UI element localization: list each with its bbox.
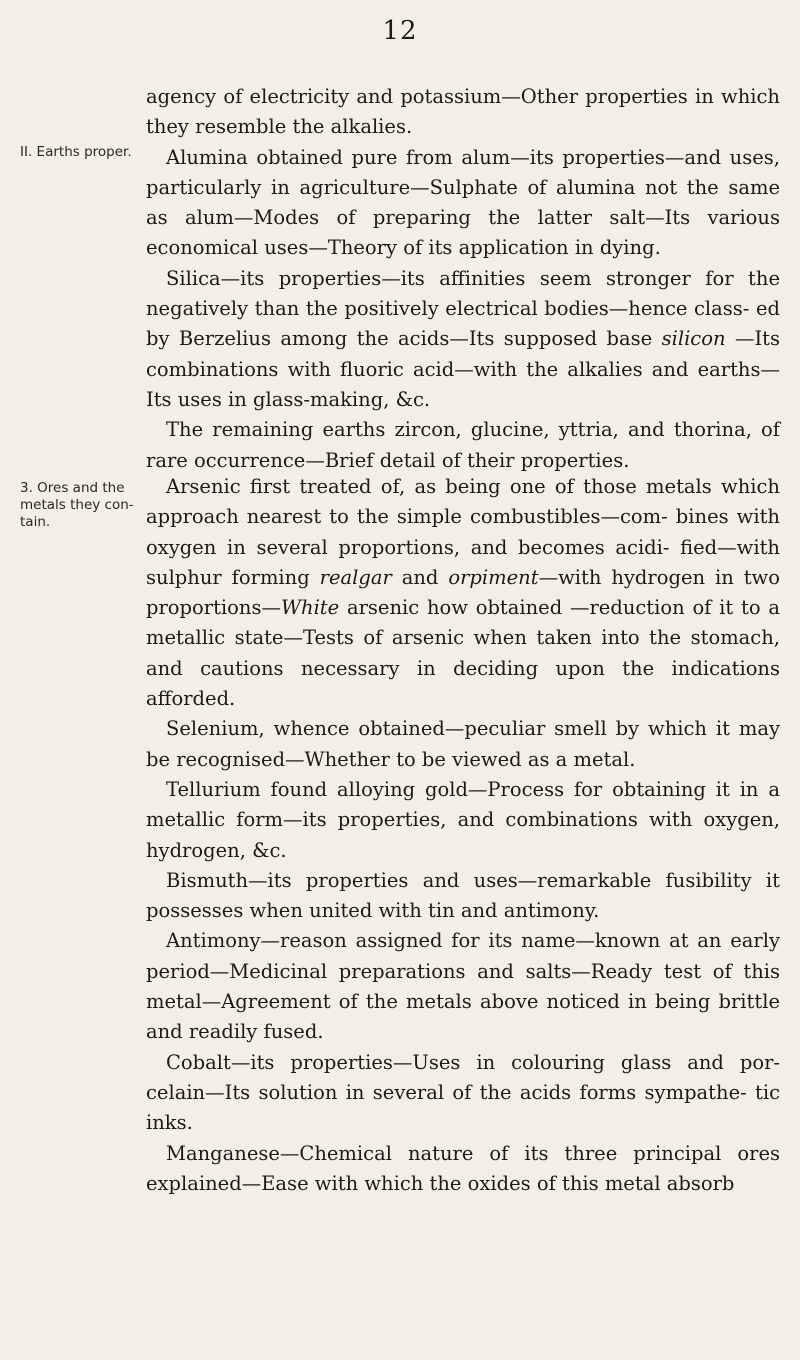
paragraph-silica [146, 264, 780, 415]
italic-term: silicon [661, 327, 726, 351]
paragraph-cobalt: Cobalt—its properties—Uses in colouring glass and por- celain—Its solution in several of the acids forms sympathe- tic inks. [146, 1050, 780, 1135]
paragraph-alumina: Alumina obtained pure from alum—its properties—and uses, particularly in agriculture—Sulphate of alumina not the same as alum—Modes of preparing the latter salt—Its various economical uses—Theory of its application in dying. [146, 145, 780, 260]
paragraph-selenium: Selenium, whence obtained—peculiar smell by which it may be recognised—Whether to be viewed as a metal. [146, 717, 780, 771]
section-metals [146, 472, 780, 1199]
paragraph-continuation: agency of electricity and potassium—Other properties in which they resemble the alkalies. [146, 85, 780, 139]
text: Silica—its properties—its affinities seem stronger for the negatively than the positively electrical bodies—hence class- ed by Berzelius among the acids—Its supposed base [146, 266, 780, 351]
text: —Its combinations with fluoric acid—with the alkalies and earths—Its uses in glass-making, &c. [146, 327, 780, 411]
italic-term: orpiment [448, 565, 539, 589]
margin-note-earths: II. Earths proper. [20, 144, 132, 160]
paragraph-bismuth: Bismuth—its properties and uses—remarkable fusibility it possesses when united with tin and antimony. [146, 868, 780, 923]
section-earths [146, 82, 780, 476]
text: and [391, 565, 449, 589]
italic-term: realgar [319, 565, 392, 589]
text: —with hydrogen in two proportions— [146, 565, 780, 620]
paragraph-manganese: Manganese—Chemical nature of its three principal ores explained—Ease with which the oxides of this metal absorb [146, 1141, 780, 1195]
page-number: 12 [382, 16, 418, 46]
text: arsenic how obtained —reduction of it to a metallic state—Tests of arsenic when taken into the stomach, and cautions necessary in deciding upon the indications afforded. [146, 596, 780, 711]
text: Arsenic first treated of, as being one of those metals which approach nearest to the simple combustibles—com- bines with oxygen in several proportions, and becomes acidi- fied—with sulphur forming [146, 475, 780, 589]
paragraph-arsenic [146, 472, 780, 714]
margin-note-ores: 3. Ores and the metals they con- tain. [20, 480, 134, 530]
paragraph-antimony: Antimony—reason assigned for its name—known at an early period—Medicinal preparations and salts—Ready test of this metal—Agreement of the metals above noticed in being brittle and readily fused. [146, 929, 780, 1044]
paragraph-tellurium: Tellurium found alloying gold—Process for obtaining it in a metallic form—its properties, and combinations with oxygen, hydrogen, &c. [146, 777, 780, 862]
paragraph-remaining-earths: The remaining earths zircon, glucine, yttria, and thorina, of rare occurrence—Brief detail of their properties. [146, 418, 780, 472]
italic-term: White [280, 596, 340, 620]
